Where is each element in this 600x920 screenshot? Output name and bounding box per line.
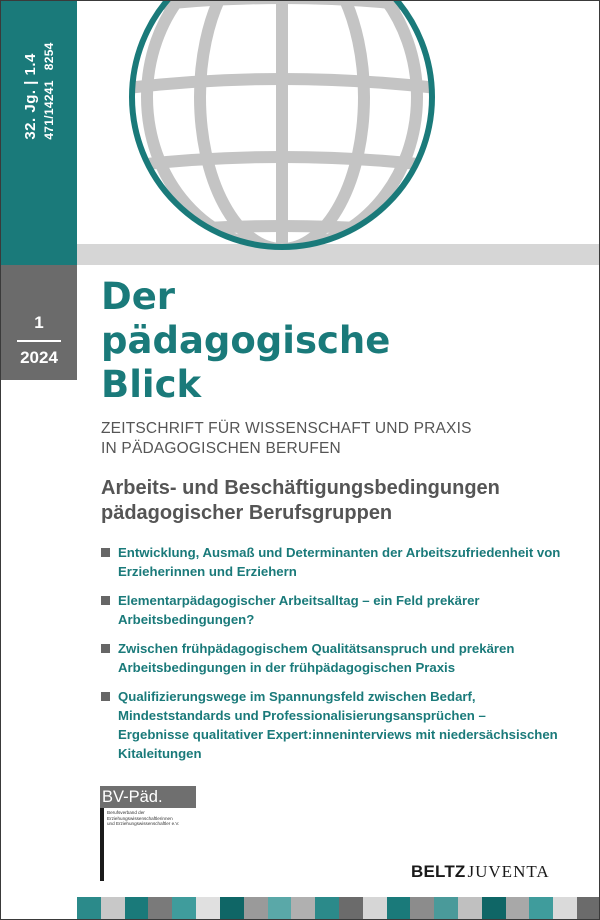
color-bar-segment — [291, 897, 315, 920]
title-line-2: pädagogische — [101, 319, 391, 362]
issue-divider — [17, 340, 61, 342]
color-bar-segment — [529, 897, 553, 920]
color-bar-segment — [220, 897, 244, 920]
color-bar-segment — [268, 897, 292, 920]
color-bar-segment — [553, 897, 577, 920]
article-line: Ergebnisse qualitativer Expert:inneninterviews mit niedersächsischen — [118, 727, 558, 742]
color-bar-segment — [363, 897, 387, 920]
article-title — [118, 639, 581, 677]
article-line: Entwicklung, Ausmaß und Determinanten der Arbeitszufriedenheit von — [118, 545, 561, 560]
globe-icon — [119, 0, 445, 261]
title-line-3: Blick — [101, 363, 202, 406]
list-item — [101, 639, 581, 677]
bv-desc-line: und Erziehungswissenschaftler e.V. — [107, 821, 180, 827]
color-bar-segment — [410, 897, 434, 920]
article-line: Kitaleitungen — [118, 746, 202, 761]
color-bar-segment — [244, 897, 268, 920]
article-line: Arbeitsbedingungen? — [118, 612, 255, 627]
publisher-logo — [411, 862, 550, 882]
journal-subtitle — [101, 419, 472, 459]
color-bar-segment — [577, 897, 600, 920]
publisher-name-bold: BELTZ — [411, 862, 466, 881]
article-line: Erzieherinnen und Erziehern — [118, 564, 297, 579]
article-line: Arbeitsbedingungen in der frühpädagogischen Praxis — [118, 660, 456, 675]
color-bar-segment — [315, 897, 339, 920]
color-bar-segment — [125, 897, 149, 920]
square-bullet-icon — [101, 548, 110, 557]
color-bar-segment — [101, 897, 125, 920]
title-line-1: Der — [101, 275, 176, 318]
catalog-number: 471/14241 — [42, 80, 56, 140]
article-line: Elementarpädagogischer Arbeitsalltag – ein Feld prekärer — [118, 593, 480, 608]
square-bullet-icon — [101, 644, 110, 653]
color-bar-segment — [172, 897, 196, 920]
article-title — [118, 687, 581, 763]
bv-logo-description — [107, 810, 227, 827]
bv-desc-line: Erziehungswissenschaftlerinnen — [107, 815, 173, 821]
square-bullet-icon — [101, 596, 110, 605]
bv-paed-logo — [100, 786, 230, 881]
color-bar-segment — [148, 897, 172, 920]
color-bar-segment — [196, 897, 220, 920]
theme-line-1: Arbeits- und Beschäftigungsbedingungen — [101, 477, 500, 499]
issue-theme — [101, 476, 500, 526]
color-bar-segment — [339, 897, 363, 920]
subtitle-line-2: IN PÄDAGOGISCHEN BERUFEN — [101, 440, 341, 457]
spine-teal-block — [1, 1, 77, 265]
article-list — [101, 543, 581, 773]
volume-info: 32. Jg. | 1.4 — [22, 53, 39, 140]
publisher-name-serif: JUVENTA — [467, 862, 550, 881]
journal-title — [101, 275, 390, 407]
list-item — [101, 687, 581, 763]
article-line: Qualifizierungswege im Spannungsfeld zwischen Bedarf, — [118, 689, 476, 704]
article-title — [118, 591, 581, 629]
square-bullet-icon — [101, 692, 110, 701]
color-bar-segment — [77, 897, 101, 920]
color-bar-segment — [434, 897, 458, 920]
article-line: Mindeststandards und Professionalisierungsansprüchen – — [118, 708, 486, 723]
issue-number: 1 — [34, 313, 44, 332]
issue-year: 2024 — [20, 348, 58, 367]
subtitle-line-1: ZEITSCHRIFT FÜR WISSENSCHAFT UND PRAXIS — [101, 420, 472, 437]
article-title — [118, 543, 581, 581]
volume-info-rotated — [22, 42, 56, 139]
color-bar-segment — [482, 897, 506, 920]
bv-logo-name: BV-Päd. — [102, 788, 163, 806]
bv-logo-stripe — [100, 808, 104, 881]
color-bar-segment — [387, 897, 411, 920]
bv-desc-line: Berufsverband der — [107, 810, 145, 815]
color-bar-segment — [506, 897, 530, 920]
list-item — [101, 591, 581, 629]
theme-line-2: pädagogischer Berufsgruppen — [101, 502, 393, 524]
catalog-line — [42, 42, 56, 139]
article-line: Zwischen frühpädagogischem Qualitätsanspruch und prekären — [118, 641, 515, 656]
color-bar — [77, 897, 600, 920]
issn-code: 8254 — [42, 42, 56, 71]
color-bar-segment — [458, 897, 482, 920]
volume-info-block — [3, 25, 75, 155]
list-item — [101, 543, 581, 581]
